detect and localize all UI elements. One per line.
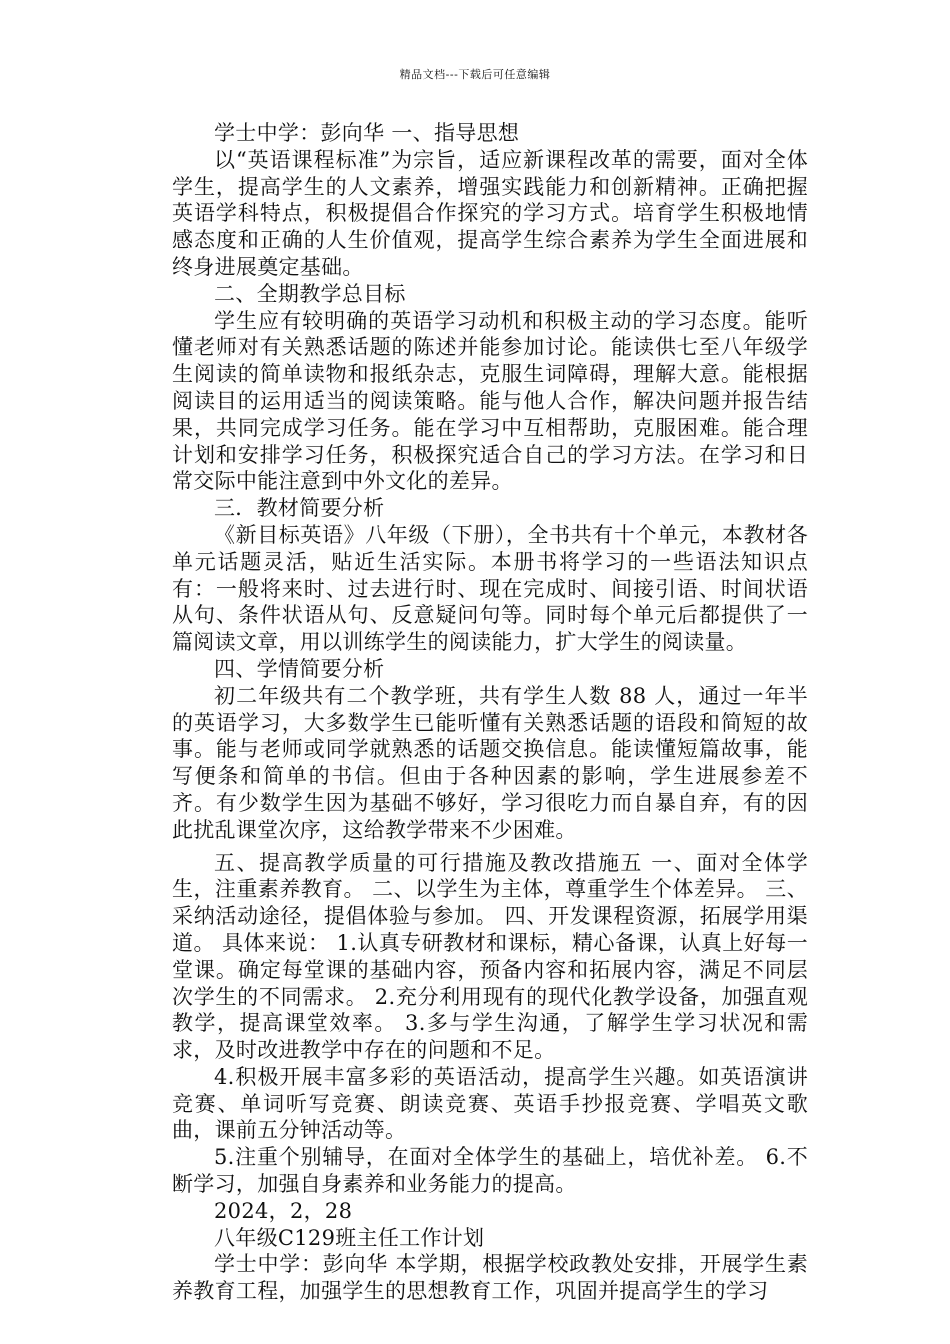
paragraph-textbook-analysis: 《新目标英语》八年级（下册），全书共有十个单元，本教材各单元话题灵活，贴近生活实际。本册书将学习的一些语法知识点有：一般将来时、过去进行时、现在完成时、间接引语、时间状语从句、条件状语从句、反意疑问句等。同时每个单元后都提供了一篇阅读文章，用以训练学生的阅读能力，扩大学生的阅读量。 bbox=[172, 522, 808, 655]
heading-class-plan: 八年级C129班主任工作计划 bbox=[214, 1225, 485, 1250]
paragraph-overall-goal: 学生应有较明确的英语学习动机和积极主动的学习态度。能听懂老师对有关熟悉话题的陈述并能参加讨论。能读供七至八年级学生阅读的简单读物和报纸杂志，克服生词障碍，理解大意。能根据阅读目的运用适当的阅读策略。能与他人合作，解决问题并报告结果，共同完成学习任务。能在学习中互相帮助，克服困难。能合理计划和安排学习任务，积极探究适合自己的学习方法。在学习和日常交际中能注意到中外文化的差异。 bbox=[172, 308, 808, 494]
paragraph-guiding-thought: 以“英语课程标准”为宗旨，适应新课程改革的需要，面对全体学生，提高学生的人文素养，增强实践能力和创新精神。正确把握英语学科特点，积极提倡合作探究的学习方式。培育学生积极地情感态度和正确的人生价值观，提高学生综合素养为学生全面进展和终身进展奠定基础。 bbox=[172, 147, 808, 279]
page-header: 精品文档---下载后可任意编辑 bbox=[399, 68, 551, 81]
document-body bbox=[172, 120, 808, 1305]
paragraph-tutoring: 5.注重个别辅导，在面对全体学生的基础上，培优补差。 6.不断学习，加强自身素养和业务能力的提高。 bbox=[172, 1145, 808, 1197]
paragraph-author-line: 学士中学：彭向华 一、指导思想 bbox=[214, 121, 520, 145]
paragraph-measures: 五、提高教学质量的可行措施及教改措施五 一、面对全体学生，注重素养教育。 二、以学生为主体，尊重学生个体差异。 三、采纳活动途径，提倡体验与参加。 四、开发课程资源，拓展学用渠道。 具体来说： 1.认真专研教材和课标，精心备课，认真上好每一堂课。确定每堂课的基础内容，预备内容和拓展内容，满足不同层次学生的不同需求。 2.充分利用现有的现代化教学设备，加强直观教学，提高课堂效率。 3.多与学生沟通，了解学生学习状况和需求，及时改进教学中存在的问题和不足。 bbox=[172, 850, 808, 1063]
paragraph-activities: 4.积极开展丰富多彩的英语活动，提高学生兴趣。如英语演讲竞赛、单词听写竞赛、朗读竞赛、英语手抄报竞赛、学唱英文歌曲，课前五分钟活动等。 bbox=[172, 1064, 808, 1143]
paragraph-student-analysis: 初二年级共有二个教学班，共有学生人数 88 人，通过一年半的英语学习，大多数学生已能听懂有关熟悉话题的语段和简短的故事。能与老师或同学就熟悉的话题交换信息。能读懂短篇故事，能写便条和简单的书信。但由于各种因素的影响，学生进展参差不齐。有少数学生因为基础不够好，学习很吃力而自暴自弃，有的因此扰乱课堂次序，这给教学带来不少困难。 bbox=[172, 683, 808, 842]
heading-textbook-analysis: 三．教材简要分析 bbox=[214, 496, 385, 521]
paragraph-class-plan: 学士中学：彭向华 本学期，根据学校政教处安排，开展学生素养教育工程，加强学生的思想教育工作，巩固并提高学生的学习 bbox=[172, 1252, 808, 1304]
date-line: 2024，2，28 bbox=[214, 1198, 353, 1223]
heading-student-analysis: 四、学情简要分析 bbox=[214, 656, 385, 681]
heading-overall-goal: 二、全期教学总目标 bbox=[214, 281, 406, 306]
